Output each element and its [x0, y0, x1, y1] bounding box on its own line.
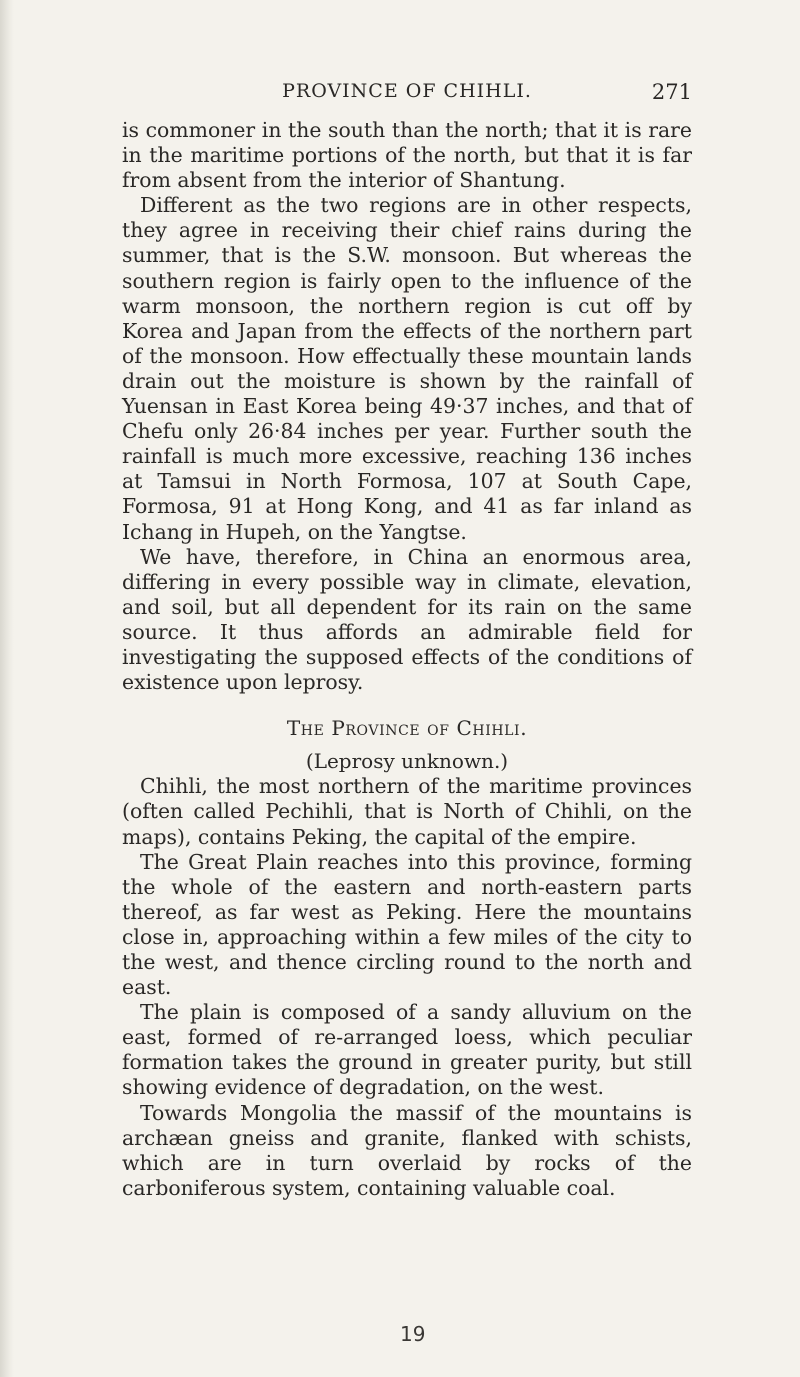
paragraph: We have, therefore, in China an enormous area, differing in every possible way in climate, elevation, and soil, but all dependent for its rain on the same source. It thus affords an admirable field for investigating the supposed effects of the conditions of existence upon leprosy.	[122, 544, 692, 695]
paragraph: The plain is composed of a sandy alluvium on the east, formed of re-arranged loess, which peculiar formation takes the ground in greater purity, but still showing evidence of degradation, on the west.	[122, 1000, 692, 1100]
section-note: (Leprosy unknown.)	[305, 749, 509, 774]
paragraph: Towards Mongolia the massif of the mountains is archæan gneiss and granite, flanked with schists, which are in turn overlaid by rocks of the carboniferous system, containing valuable coal.	[122, 1100, 692, 1200]
running-title: PROVINCE OF CHIHLI.	[282, 80, 532, 102]
body-text	[122, 118, 692, 1201]
page-number: 271	[651, 80, 692, 104]
paragraph: The Great Plain reaches into this province, forming the whole of the eastern and north-eastern parts thereof, as far west as Peking. Here the mountains close in, approaching within a few miles of the city to the west, and thence circling round to the north and east.	[122, 849, 692, 1000]
paragraph: Chihli, the most northern of the maritime provinces (often called Pechihli, that is North of Chihli, on the maps), contains Peking, the capital of the empire.	[122, 774, 692, 849]
page-edge-shadow	[0, 0, 14, 1377]
signature-mark: 19	[400, 1322, 426, 1346]
running-head	[122, 80, 692, 110]
paragraph: is commoner in the south than the north; that it is rare in the maritime portions of the north, but that it is far from absent from the interior of Shantung.	[122, 118, 692, 193]
section-heading: The Province of Chihli.	[286, 716, 528, 741]
paragraph: Different as the two regions are in other respects, they agree in receiving their chief rains during the summer, that is the S.W. monsoon. But whereas the southern region is fairly open to the influence of the warm monsoon, the northern region is cut off by Korea and Japan from the effects of the northern part of the monsoon. How effectually these mountain lands drain out the moisture is shown by the rainfall of Yuensan in East Korea being 49·37 inches, and that of Chefu only 26·84 inches per year. Further south the rainfall is much more excessive, reaching 136 inches at Tamsui in North Formosa, 107 at South Cape, Formosa, 91 at Hong Kong, and 41 as far inland as Ichang in Hupeh, on the Yangtse.	[122, 193, 692, 544]
